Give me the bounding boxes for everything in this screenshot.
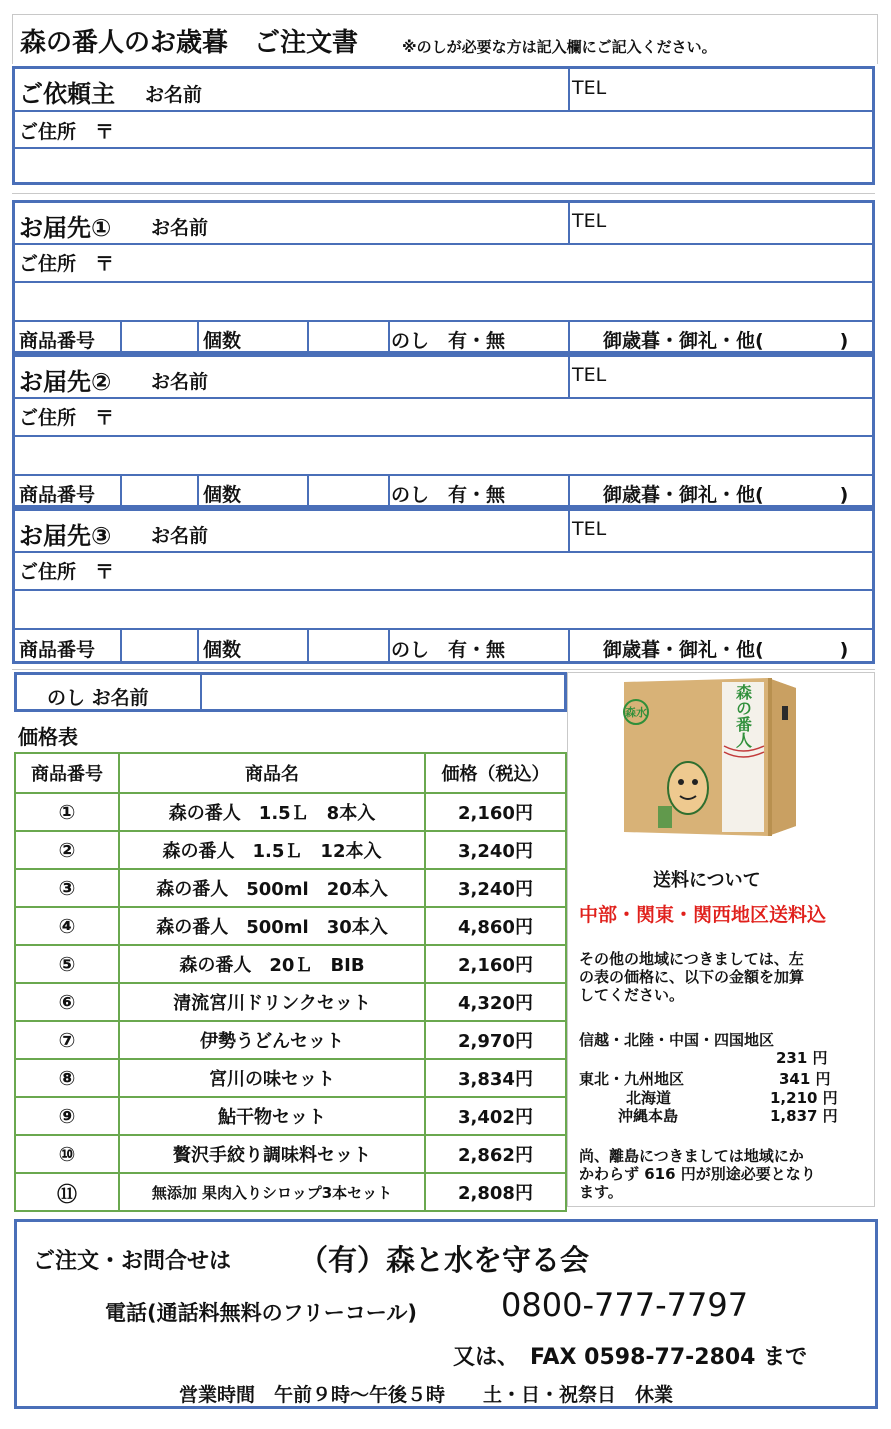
recipient-1-address-line2[interactable]: [15, 281, 872, 322]
price-row: [15, 1097, 566, 1135]
price-row: [15, 907, 566, 945]
contact-label: ご注文・お問合せは: [33, 1249, 232, 1274]
product-name-cell: 宮川の味セット: [119, 1059, 425, 1097]
product-name-cell: 森の番人 1.5Ｌ 12本入: [119, 831, 425, 869]
recipient-3-product-no-field[interactable]: [120, 628, 199, 664]
product-no-cell: ⑪: [15, 1173, 119, 1211]
separator: [12, 669, 875, 670]
product-name-cell: 鮎干物セット: [119, 1097, 425, 1135]
requester-section: [12, 66, 875, 185]
recipient-3-name-label: お名前: [151, 525, 209, 547]
price-shinetsu: 231 円: [776, 1049, 828, 1067]
recipient-1-product-no-label: 商品番号: [19, 330, 96, 352]
separator: [12, 193, 875, 194]
contact-box: [14, 1219, 878, 1409]
product-no-cell: ⑨: [15, 1097, 119, 1135]
price-table-title: 価格表: [18, 725, 78, 749]
recipient-2-address-label: ご住所 〒: [19, 407, 115, 429]
recipient-2-heading: お届先②: [19, 368, 112, 396]
product-no-cell: ⑦: [15, 1021, 119, 1059]
product-no-cell: ⑤: [15, 945, 119, 983]
requester-address-line2[interactable]: [15, 147, 872, 184]
box-brand: 森の番人: [733, 684, 753, 748]
price-row: [15, 793, 566, 831]
price-tohoku: 341 円: [779, 1070, 831, 1088]
recipient-3-section: [12, 508, 875, 664]
island-note-line: ます。: [579, 1183, 623, 1201]
recipient-3-qty-field[interactable]: [307, 628, 390, 664]
shipping-intro: [579, 950, 804, 1004]
recipient-2-name-field[interactable]: [15, 357, 570, 397]
recipient-1-qty-label: 個数: [203, 330, 242, 352]
recipient-1-product-no-field[interactable]: [120, 320, 199, 354]
price-row: [15, 1021, 566, 1059]
shipping-intro-line: の表の価格に、以下の金額を加算: [579, 968, 805, 986]
region-hokkaido: 北海道: [626, 1089, 672, 1107]
price-row: [15, 831, 566, 869]
column-header-product-name: 商品名: [119, 753, 425, 793]
recipient-3-address-line2[interactable]: [15, 589, 872, 630]
recipient-3-noshi-label: のし 有・無: [391, 639, 506, 661]
column-header-product-no: 商品番号: [15, 753, 119, 793]
price-cell: 2,160円: [425, 945, 566, 983]
page-title: 森の番人のお歳暮 ご注文書: [20, 28, 359, 58]
recipient-3-order-row: [15, 628, 872, 664]
box-logo: 森水: [625, 706, 647, 719]
recipient-2-address-row[interactable]: [15, 397, 872, 437]
product-no-cell: ⑩: [15, 1135, 119, 1173]
island-note-line: 尚、離島につきましては地域にか: [579, 1147, 804, 1165]
business-hours: 営業時間 午前９時～午後５時 土・日・祝祭日 休業: [179, 1384, 674, 1406]
price-row: [15, 869, 566, 907]
product-name-cell: 森の番人 1.5Ｌ 8本入: [119, 793, 425, 831]
price-row: [15, 1059, 566, 1097]
noshi-name-label: のし お名前: [47, 687, 149, 709]
recipient-2-purpose-label[interactable]: 御歳暮・御礼・他( ): [603, 484, 849, 506]
price-cell: 2,970円: [425, 1021, 566, 1059]
price-cell: 2,862円: [425, 1135, 566, 1173]
recipient-3-noshi-field[interactable]: [388, 628, 570, 664]
price-cell: 3,240円: [425, 869, 566, 907]
recipient-2-qty-label: 個数: [203, 484, 242, 506]
product-no-cell: ⑥: [15, 983, 119, 1021]
price-cell: 3,240円: [425, 831, 566, 869]
product-name-cell: 森の番人 20Ｌ BIB: [119, 945, 425, 983]
recipient-1-section: [12, 200, 875, 354]
requester-tel-label[interactable]: TEL: [572, 77, 607, 99]
recipient-3-qty-label: 個数: [203, 639, 242, 661]
recipient-1-tel-label[interactable]: TEL: [572, 210, 607, 232]
recipient-3-address-row[interactable]: [15, 551, 872, 591]
region-shinetsu: 信越・北陸・中国・四国地区: [579, 1031, 775, 1049]
price-row: [15, 1135, 566, 1173]
requester-heading: ご依頼主: [19, 80, 115, 108]
region-tohoku: 東北・九州地区: [579, 1070, 685, 1088]
recipient-1-noshi-label: のし 有・無: [391, 330, 506, 352]
recipient-1-heading: お届先①: [19, 214, 112, 242]
price-row: [15, 1173, 566, 1211]
price-cell: 2,808円: [425, 1173, 566, 1211]
recipient-1-address-label: ご住所 〒: [19, 253, 115, 275]
price-okinawa: 1,837 円: [770, 1107, 838, 1125]
recipient-1-purpose-label[interactable]: 御歳暮・御礼・他( ): [603, 330, 849, 352]
recipient-3-name-field[interactable]: [15, 511, 570, 551]
recipient-1-address-row[interactable]: [15, 243, 872, 283]
recipient-2-tel-label[interactable]: TEL: [572, 364, 607, 386]
price-table-header: [15, 753, 566, 793]
island-note: [579, 1147, 816, 1201]
product-name-cell: 森の番人 500ml 20本入: [119, 869, 425, 907]
requester-name-row: [15, 69, 872, 112]
recipient-2-name-label: お名前: [151, 371, 209, 393]
noshi-note: ※のしが必要な方は記入欄にご記入ください。: [402, 38, 717, 56]
price-cell: 4,860円: [425, 907, 566, 945]
product-no-cell: ③: [15, 869, 119, 907]
product-name-cell: 贅沢手絞り調味料セット: [119, 1135, 425, 1173]
product-name-cell: 森の番人 500ml 30本入: [119, 907, 425, 945]
price-hokkaido: 1,210 円: [770, 1089, 838, 1107]
recipient-1-noshi-field[interactable]: [388, 320, 570, 354]
recipient-3-heading: お届先③: [19, 522, 112, 550]
price-cell: 3,402円: [425, 1097, 566, 1135]
recipient-2-address-line2[interactable]: [15, 435, 872, 476]
noshi-name-field[interactable]: [200, 675, 564, 709]
recipient-1-order-row: [15, 320, 872, 354]
price-cell: 4,320円: [425, 983, 566, 1021]
recipient-2-qty-field[interactable]: [307, 474, 390, 508]
free-shipping-area: 中部・関東・関西地区送料込: [579, 904, 827, 926]
product-name-cell: 清流宮川ドリンクセット: [119, 983, 425, 1021]
shipping-intro-line: その他の地域につきましては、左: [579, 950, 804, 968]
company-name: （有）森と水を守る会: [299, 1243, 590, 1277]
recipient-3-product-no-label: 商品番号: [19, 639, 96, 661]
recipient-2-product-no-label: 商品番号: [19, 484, 96, 506]
recipient-1-name-label: お名前: [151, 217, 209, 239]
requester-name-label: お名前: [145, 84, 203, 106]
shipping-intro-line: してください。: [579, 986, 685, 1004]
phone-number[interactable]: 0800-777-7797: [501, 1286, 749, 1324]
price-cell: 3,834円: [425, 1059, 566, 1097]
product-no-cell: ②: [15, 831, 119, 869]
requester-address-label: ご住所 〒: [19, 121, 115, 143]
shipping-heading: 送料について: [653, 870, 761, 891]
recipient-1-name-field[interactable]: [15, 203, 570, 243]
recipient-2-order-row: [15, 474, 872, 508]
requester-name-field[interactable]: [15, 69, 570, 110]
product-box-image: [618, 676, 804, 838]
island-note-line: かわらず 616 円が別途必要となり: [579, 1165, 816, 1183]
recipient-3-purpose-label[interactable]: 御歳暮・御礼・他( ): [603, 639, 849, 661]
recipient-3-address-label: ご住所 〒: [19, 561, 115, 583]
price-row: [15, 945, 566, 983]
recipient-3-tel-label[interactable]: TEL: [572, 518, 607, 540]
recipient-2-section: [12, 354, 875, 508]
noshi-name-row: [14, 672, 567, 712]
product-name-cell: 無添加 果肉入りシロップ3本セット: [119, 1173, 425, 1211]
product-no-cell: ⑧: [15, 1059, 119, 1097]
column-header-price: 価格（税込）: [425, 753, 566, 793]
product-no-cell: ①: [15, 793, 119, 831]
product-name-cell: 伊勢うどんセット: [119, 1021, 425, 1059]
price-cell: 2,160円: [425, 793, 566, 831]
recipient-2-noshi-label: のし 有・無: [391, 484, 506, 506]
requester-address-row[interactable]: [15, 110, 872, 149]
price-row: [15, 983, 566, 1021]
fax-line: 又は、 FAX 0598-77-2804 まで: [453, 1345, 808, 1370]
phone-label: 電話(通話料無料のフリーコール): [105, 1301, 417, 1325]
recipient-2-product-no-field[interactable]: [120, 474, 199, 508]
region-okinawa: 沖縄本島: [618, 1107, 679, 1125]
product-no-cell: ④: [15, 907, 119, 945]
recipient-2-noshi-field[interactable]: [388, 474, 570, 508]
recipient-1-qty-field[interactable]: [307, 320, 390, 354]
price-table: [14, 752, 567, 1212]
